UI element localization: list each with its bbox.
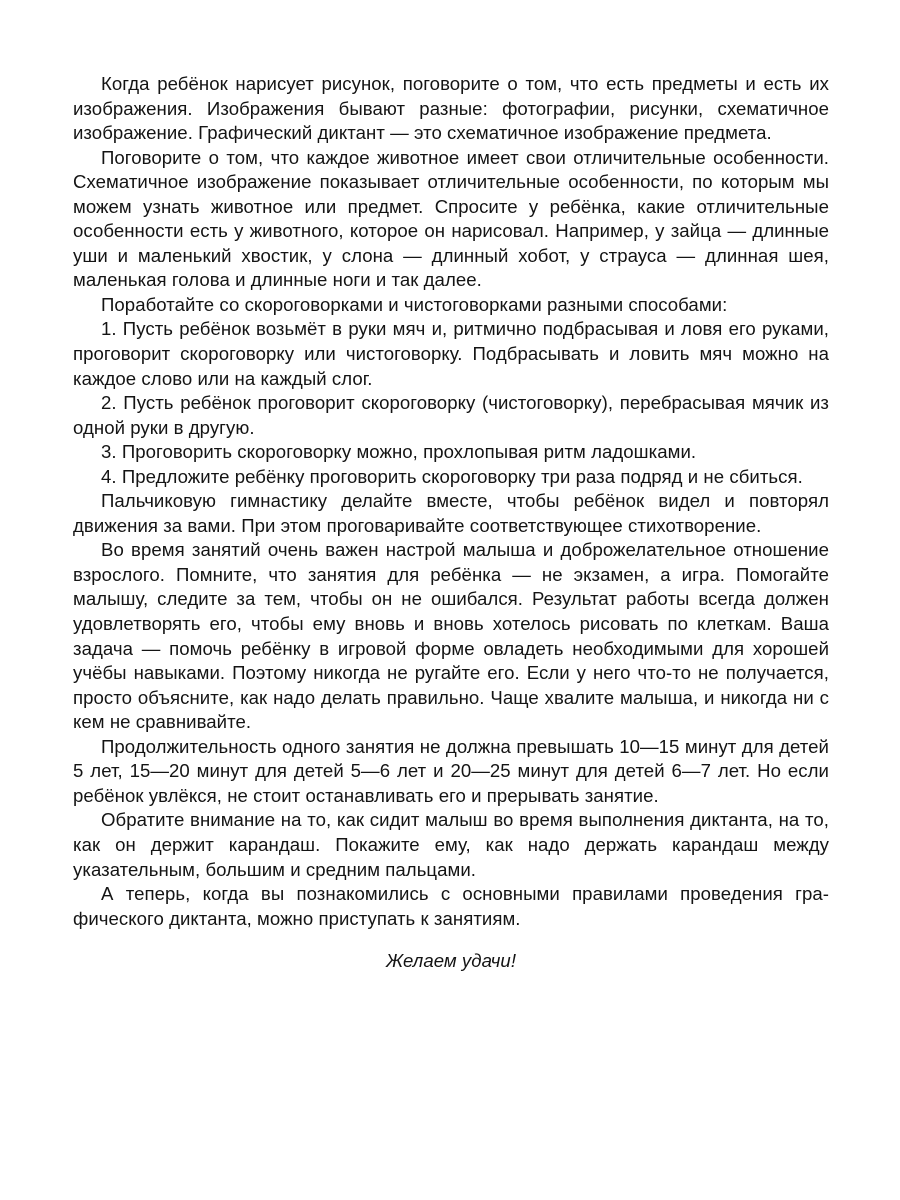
list-item-4: 4. Предложите ребёнку проговорить скороговорку три раза подряд и не сбиться. [101,465,803,487]
paragraph-lesson-duration: Продолжительность одного занятия не должна превышать 10—15 минут для детей 5 лет, 15—20 минут для детей 5—6 лет и 20—25 минут для детей 6—7 лет. Но если ребёнок увлёкся, не стоит останавливать его и прерывать занятие. [73,735,829,806]
paragraph-animal-features: Поговорите о том, что каждое животное имеет свои отличительные особенности. Схематичное изображение показывает отличительные особенности, по которым мы можем узнать животное или предмет. Спросите у ребёнка, какие отличительные особенности есть у животного, которое он нарисовал. Например, у зайца — длинные уши и маленький хвостик, у слона — длинный хобот, у страуса — длинная шея, маленькая голова и длинные ноги и так далее. [73,146,829,291]
document-page [73,72,829,974]
list-item-3: 3. Проговорить скороговорку можно, прохлопывая ритм ладошками. [101,441,697,463]
paragraph-tongue-twisters-intro: Поработайте со скороговорками и чистоговорками разными способами: [101,293,728,315]
paragraph-lesson-mood: Во время занятий очень важен настрой малыша и доброжелательное отношение взрослого. Помните, что занятия для ребёнка — не экзамен, а игра. Помогайте малышу, следите за тем, чтобы он не ошибался. Результат работы всегда должен удовлетворять его, чтобы ему вновь и вновь хотелось рисовать по клеткам. Ваша задача — помочь ребёнку в игровой форме овладеть необходимыми для хорошей учёбы навыками. Поэтому никогда не ругайте его. Если у него что-то не получается, просто объясните, как надо делать правильно. Чаще хвалите малыша, и никогда ни с кем не сравнивайте. [73,539,829,733]
closing-wish: Желаем удачи! [385,950,517,972]
paragraph-get-started: А теперь, когда вы познакомились с основными правилами проведения графического диктанта, можно приступать к занятиям. [73,883,829,929]
paragraph-finger-gymnastics: Пальчиковую гимнастику делайте вместе, чтобы ребёнок видел и повторял движения за вами. При этом проговаривайте соответствующее стихотворение. [73,490,829,536]
list-item-1: 1. Пусть ребёнок возьмёт в руки мяч и, ритмично подбрасывая и ловя его руками, проговорит скороговорку или чистоговорку. Подбрасывать и ловить мяч можно на каждое слово или на каждый слог. [73,318,829,389]
paragraph-posture-pencil: Обратите внимание на то, как сидит малыш во время выполнения диктанта, на то, как он держит карандаш. Покажите ему, как надо держать карандаш между указательным, большим и средним пальцами. [73,809,829,880]
list-item-2: 2. Пусть ребёнок проговорит скороговорку (чистоговорку), перебрасывая мячик из одной руки в другую. [73,392,829,438]
paragraph-pictures-intro: Когда ребёнок нарисует рисунок, поговорите о том, что есть предметы и есть их изображения. Изображения бывают разные: фотографии, рисунки, схематичное изображение. Графический диктант — это схематичное изображение предмета. [73,73,829,144]
